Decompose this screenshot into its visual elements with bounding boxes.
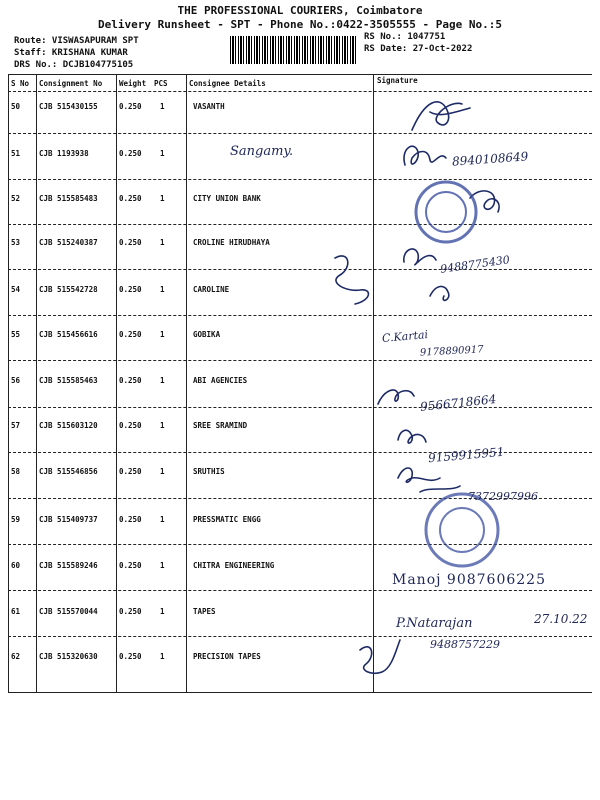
row-pcs: 1 (160, 652, 165, 661)
row-sno: 50 (11, 102, 21, 111)
handwritten-phone-53: 9488775430 (439, 253, 511, 276)
signature-57 (398, 430, 426, 443)
handwritten-date-61: 27.10.22 (534, 612, 588, 626)
col-header-pcs: PCS (154, 79, 168, 88)
row-weight: 0.250 (119, 561, 142, 570)
handwritten-note-60: Manoj 9087606225 (392, 572, 546, 588)
row-consignee: VASANTH (193, 102, 225, 111)
drs-number: DRS No.: DCJB104775105 (14, 60, 134, 70)
row-sno: 51 (11, 149, 21, 158)
row-sno: 57 (11, 421, 21, 430)
row-pcs: 1 (160, 285, 165, 294)
row-consignee: PRESSMATIC ENGG (193, 515, 261, 524)
row-pcs: 1 (160, 561, 165, 570)
stamp-52-inner-icon (426, 192, 466, 232)
row-pcs: 1 (160, 376, 165, 385)
signature-58 (398, 468, 460, 492)
row-weight: 0.250 (119, 467, 142, 476)
handwritten-phone-56: 9566718664 (419, 392, 497, 414)
handwritten-phone-61: 9488757229 (430, 638, 500, 651)
col-header-consignment: Consignment No (39, 79, 103, 88)
row-weight: 0.250 (119, 149, 142, 158)
row-consignee: SRUTHIS (193, 467, 225, 476)
row-consignee: CHITRA ENGINEERING (193, 561, 275, 570)
row-weight: 0.250 (119, 376, 142, 385)
row-consignee: TAPES (193, 607, 216, 616)
row-pcs: 1 (160, 194, 165, 203)
runsheet-subtitle: Delivery Runsheet - SPT - Phone No.:0422-3505555 - Page No.:5 (98, 18, 502, 31)
row-weight: 0.250 (119, 285, 142, 294)
row-sno: 53 (11, 238, 21, 247)
row-pcs: 1 (160, 238, 165, 247)
row-pcs: 1 (160, 467, 165, 476)
signature-53 (404, 249, 436, 265)
row-consignee: GOBIKA (193, 330, 221, 339)
handwritten-phone-57: 9159915951 (427, 444, 505, 466)
row-consignment: CJB 515430155 (39, 102, 98, 111)
row-consignment: CJB 515320630 (39, 652, 98, 661)
rs-number: RS No.: 1047751 (364, 32, 446, 42)
row-consignment: CJB 515409737 (39, 515, 98, 524)
row-weight: 0.250 (119, 330, 142, 339)
row-consignment: CJB 515603120 (39, 421, 98, 430)
row-weight: 0.250 (119, 607, 142, 616)
row-consignee: CAROLINE (193, 285, 230, 294)
row-sno: 56 (11, 376, 21, 385)
row-consignment: CJB 515585463 (39, 376, 98, 385)
handwritten-name-61: P.Natarajan (396, 616, 473, 631)
row-consignment: CJB 515542728 (39, 285, 98, 294)
row-pcs: 1 (160, 421, 165, 430)
row-sno: 62 (11, 652, 21, 661)
col-header-signature: Signature (377, 76, 418, 85)
signature-62-left (360, 640, 400, 673)
row-pcs: 1 (160, 102, 165, 111)
stamp-59-icon (426, 494, 498, 566)
row-weight: 0.250 (119, 515, 142, 524)
row-weight: 0.250 (119, 238, 142, 247)
route-label: Route: VISWASAPURAM SPT (14, 36, 139, 46)
row-consignee: PRECISION TAPES (193, 652, 261, 661)
row-weight: 0.250 (119, 194, 142, 203)
row-consignee: CITY UNION BANK (193, 194, 261, 203)
row-consignment: CJB 515240387 (39, 238, 98, 247)
signature-54-left (335, 256, 368, 304)
row-consignment: CJB 515456616 (39, 330, 98, 339)
row-consignee: ABI AGENCIES (193, 376, 248, 385)
row-weight: 0.250 (119, 652, 142, 661)
col-header-sno: S No (11, 79, 30, 88)
row-weight: 0.250 (119, 102, 142, 111)
row-sno: 60 (11, 561, 21, 570)
handwritten-name-55: C.Kartai (381, 328, 429, 345)
stamp-59-inner-icon (440, 508, 484, 552)
row-sno: 52 (11, 194, 21, 203)
signature-56 (378, 390, 414, 404)
document-title: THE PROFESSIONAL COURIERS, Coimbatore (177, 4, 423, 17)
row-pcs: 1 (160, 330, 165, 339)
handwritten-name-51: Sangamy. (230, 144, 294, 159)
row-weight: 0.250 (119, 421, 142, 430)
row-pcs: 1 (160, 607, 165, 616)
row-consignment: CJB 515585483 (39, 194, 98, 203)
row-sno: 55 (11, 330, 21, 339)
row-consignment: CJB 515589246 (39, 561, 98, 570)
row-consignment: CJB 515570044 (39, 607, 98, 616)
row-consignment: CJB 515546856 (39, 467, 98, 476)
staff-label: Staff: KRISHANA KUMAR (14, 48, 128, 58)
handwritten-phone-51: 8940108649 (451, 149, 529, 169)
row-pcs: 1 (160, 149, 165, 158)
row-sno: 59 (11, 515, 21, 524)
row-sno: 54 (11, 285, 21, 294)
row-consignee: CROLINE HIRUDHAYA (193, 238, 270, 247)
row-consignee: SREE SRAMIND (193, 421, 248, 430)
signature-51 (404, 146, 446, 165)
rs-date: RS Date: 27-Oct-2022 (364, 44, 473, 54)
row-sno: 61 (11, 607, 21, 616)
col-header-weight: Weight (119, 79, 147, 88)
row-pcs: 1 (160, 515, 165, 524)
signature-54-right (430, 286, 449, 300)
handwritten-phone-58: 7372997996 (468, 490, 538, 503)
handwritten-phone-55: 9178890917 (419, 344, 484, 359)
signature-50 (412, 102, 470, 130)
col-header-consignee: Consignee Details (189, 79, 266, 88)
row-consignment: CJB 1193938 (39, 149, 89, 158)
row-sno: 58 (11, 467, 21, 476)
